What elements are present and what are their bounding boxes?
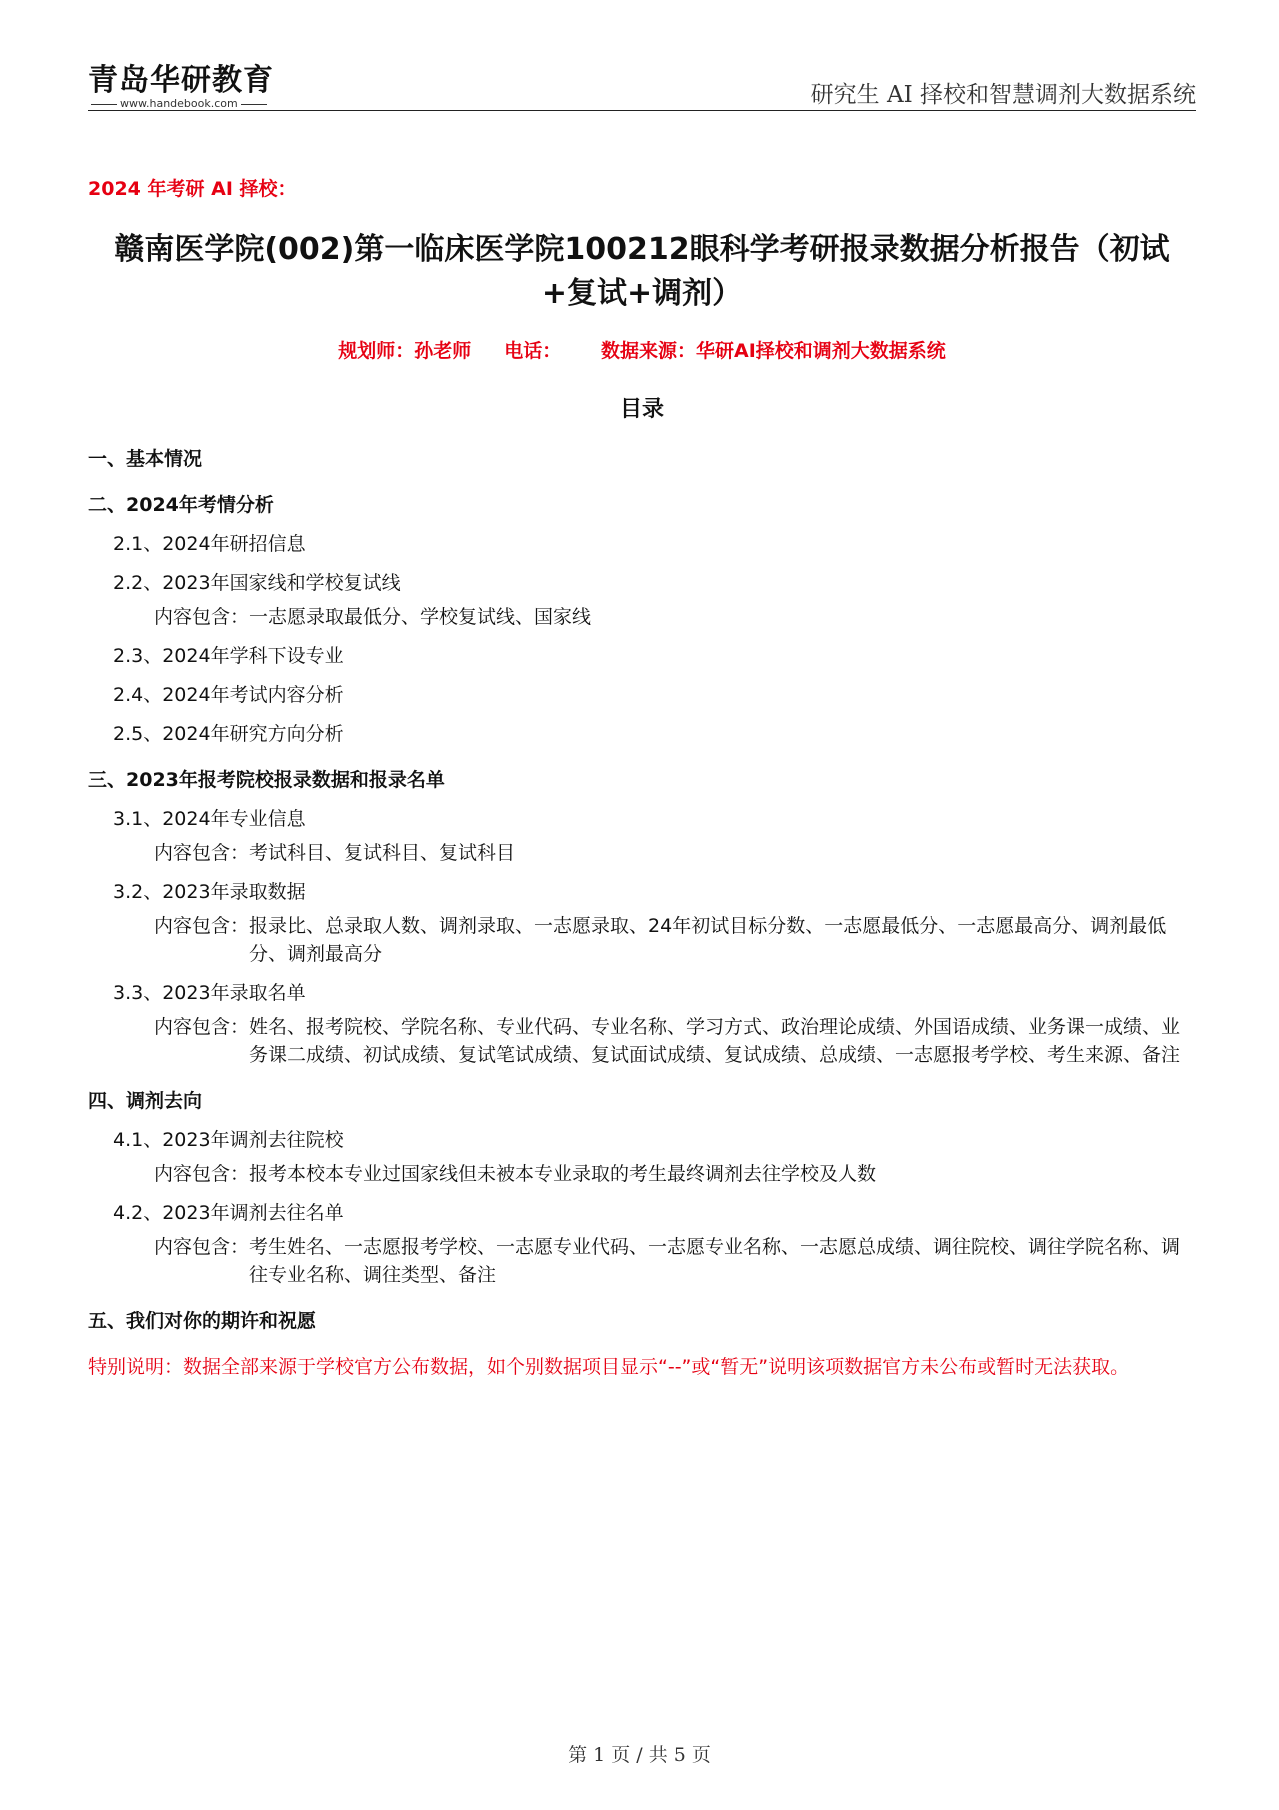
report-meta — [88, 336, 1196, 363]
toc-item-2-3[interactable]: 2.3、2024年学科下设专业 — [113, 645, 344, 667]
desc-label: 内容包含： — [154, 842, 250, 864]
logo-name: 青岛华研教育 — [88, 63, 274, 98]
toc-section-4[interactable]: 四、调剂去向 — [88, 1090, 203, 1112]
toc-item-3-2[interactable]: 3.2、2023年录取数据 — [113, 881, 306, 903]
desc-label: 内容包含： — [154, 1236, 250, 1258]
toc-item-4-2[interactable]: 4.2、2023年调剂去往名单 — [113, 1202, 344, 1224]
toc-desc-3-3 — [88, 1013, 1196, 1069]
desc-text: 报考本校本专业过国家线但未被本专业录取的考生最终调剂去往学校及人数 — [249, 1163, 877, 1185]
toc-desc-3-2 — [88, 912, 1196, 968]
toc-desc-4-2 — [88, 1233, 1196, 1289]
toc-item-2-1[interactable]: 2.1、2024年研招信息 — [113, 533, 306, 555]
toc-section-3[interactable]: 三、2023年报考院校报录数据和报录名单 — [88, 769, 445, 791]
data-source: 数据来源：华研AI择校和调剂大数据系统 — [601, 340, 946, 362]
toc-item-4-1[interactable]: 4.1、2023年调剂去往院校 — [113, 1129, 344, 1151]
header-divider — [88, 110, 1196, 111]
toc-item-3-1[interactable]: 3.1、2024年专业信息 — [113, 808, 306, 830]
toc-desc-4-1 — [88, 1160, 1196, 1188]
toc-section-5[interactable]: 五、我们对你的期许和祝愿 — [88, 1310, 317, 1332]
desc-label: 内容包含： — [154, 1163, 250, 1185]
toc-item-2-2[interactable]: 2.2、2023年国家线和学校复试线 — [113, 572, 401, 594]
page-header — [88, 58, 1196, 114]
desc-text: 考试科目、复试科目、复试科目 — [249, 842, 516, 864]
desc-text: 报录比、总录取人数、调剂录取、一志愿录取、24年初试目标分数、一志愿最低分、一志愿最高分、调剂最低分、调剂最高分 — [249, 915, 1167, 965]
page-footer: 第 1 页 / 共 5 页 — [568, 1744, 711, 1766]
toc-item-3-3[interactable]: 3.3、2023年录取名单 — [113, 982, 306, 1004]
desc-text: 考生姓名、一志愿报考学校、一志愿专业代码、一志愿专业名称、一志愿总成绩、调往院校、调往学院名称、调往专业名称、调往类型、备注 — [249, 1236, 1181, 1286]
desc-text: 一志愿录取最低分、学校复试线、国家线 — [249, 606, 592, 628]
toc-section-1[interactable]: 一、基本情况 — [88, 448, 203, 470]
table-of-contents — [88, 445, 1196, 1381]
toc-item-2-5[interactable]: 2.5、2024年研究方向分析 — [113, 723, 344, 745]
system-name: 研究生 AI 择校和智慧调剂大数据系统 — [810, 82, 1196, 108]
desc-label: 内容包含： — [154, 606, 250, 628]
toc-section-2[interactable]: 二、2024年考情分析 — [88, 494, 274, 516]
report-title: 赣南医学院(002)第一临床医学院100212眼科学考研报录数据分析报告（初试+复试+调剂） — [114, 232, 1170, 311]
logo — [88, 64, 274, 110]
desc-text: 姓名、报考院校、学院名称、专业代码、专业名称、学习方式、政治理论成绩、外国语成绩、业务课一成绩、业务课二成绩、初试成绩、复试笔试成绩、复试面试成绩、复试成绩、总成绩、一志愿报考学校、考生来源、备注 — [249, 1016, 1181, 1066]
planner: 规划师：孙老师 — [338, 340, 472, 362]
desc-label: 内容包含： — [154, 915, 250, 937]
toc-title: 目录 — [619, 397, 664, 422]
toc-desc-3-1 — [88, 839, 1196, 867]
phone-label: 电话： — [504, 340, 562, 362]
toc-item-2-4[interactable]: 2.4、2024年考试内容分析 — [113, 684, 344, 706]
toc-desc-2-2 — [88, 603, 1196, 631]
special-notice: 特别说明：数据全部来源于学校官方公布数据，如个别数据项目显示“--”或“暂无”说明该项数据官方未公布或暂时无法获取。 — [88, 1356, 1130, 1378]
desc-label: 内容包含： — [154, 1016, 250, 1038]
ai-select-line: 2024 年考研 AI 择校： — [88, 178, 297, 200]
logo-url: www.handebook.com — [88, 98, 274, 110]
